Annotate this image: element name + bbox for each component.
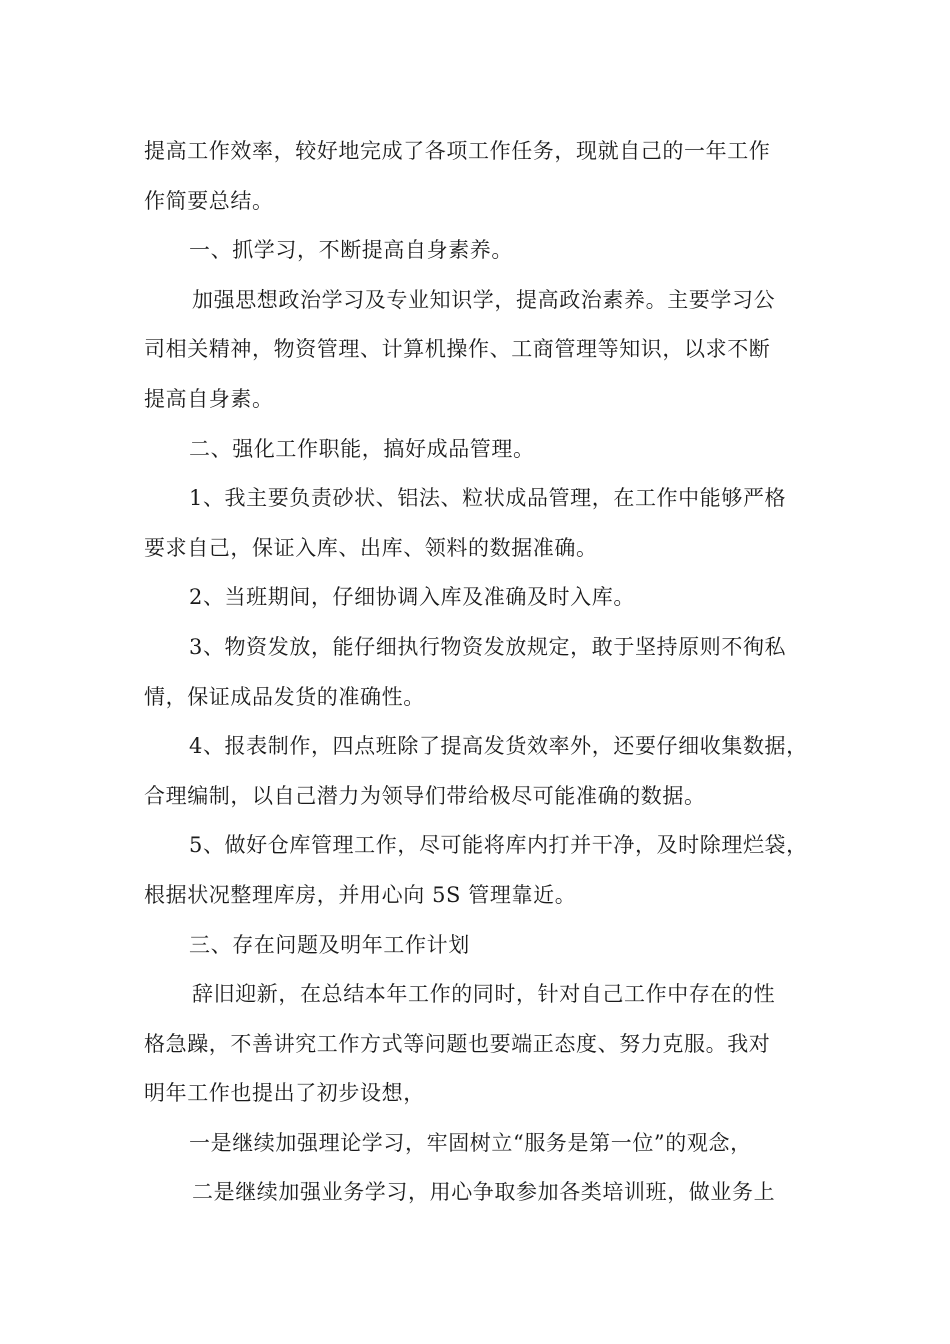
list-item: 1、我主要负责砂状、铝法、粒状成品管理，在工作中能够严格: [189, 486, 787, 511]
text-line: 司相关精神，物资管理、计算机操作、工商管理等知识，以求不断: [144, 337, 771, 362]
text-line: 提高自身素。: [144, 386, 274, 411]
section-heading: 三、存在问题及明年工作计划: [189, 932, 470, 957]
list-item: 4、报表制作，四点班除了提高发货效率外，还要仔细收集数据，: [189, 734, 808, 759]
list-item: 5、做好仓库管理工作，尽可能将库内打并干净，及时除理烂袋，: [189, 833, 808, 858]
section-heading: 一、抓学习，不断提高自身素养。: [189, 238, 513, 263]
text-line: 提高工作效率，较好地完成了各项工作任务，现就自己的一年工作: [144, 139, 771, 163]
text-line: 根据状况整理库房，并用心向 5S 管理靠近。: [144, 882, 577, 907]
text-line: 加强思想政治学习及专业知识学，提高政治素养。主要学习公: [192, 287, 776, 312]
text-line: 情，保证成品发货的准确性。: [144, 684, 425, 709]
text-line: 作简要总结。: [144, 188, 274, 213]
text-line: 明年工作也提出了初步设想，: [144, 1081, 425, 1106]
text-line: 格急躁，不善讲究工作方式等问题也要端正态度、努力克服。我对: [144, 1031, 771, 1056]
text-line: 合理编制，以自己潜力为领导们带给极尽可能准确的数据。: [144, 783, 706, 808]
text-line: 二是继续加强业务学习，用心争取参加各类培训班，做业务上: [192, 1180, 776, 1205]
document-body: [144, 127, 816, 1218]
section-heading: 二、强化工作职能，搞好成品管理。: [189, 436, 535, 461]
text-line: 一是继续加强理论学习，牢固树立“服务是第一位”的观念，: [189, 1130, 752, 1155]
list-item: 2、当班期间，仔细协调入库及准确及时入库。: [189, 585, 635, 610]
list-item: 3、物资发放，能仔细执行物资发放规定，敢于坚持原则不徇私: [189, 634, 787, 659]
text-line: 要求自己，保证入库、出库、领料的数据准确。: [144, 535, 598, 560]
text-line: 辞旧迎新，在总结本年工作的同时，针对自己工作中存在的性: [192, 982, 776, 1007]
